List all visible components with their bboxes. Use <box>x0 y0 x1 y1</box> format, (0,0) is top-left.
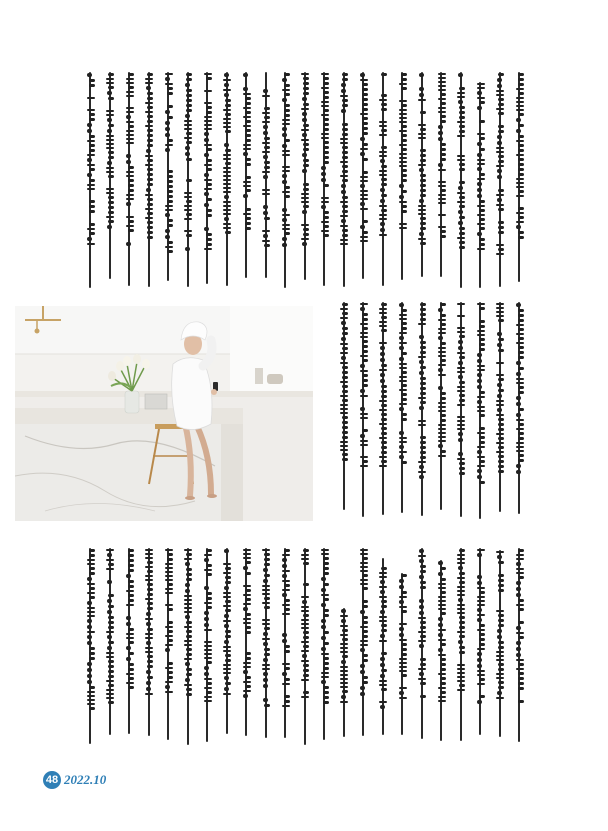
text-column <box>184 72 193 287</box>
text-column <box>359 72 368 279</box>
text-column <box>340 302 349 510</box>
text-column <box>515 548 524 742</box>
kitchen-photo-illustration <box>15 306 313 521</box>
text-column <box>379 72 388 286</box>
text-column <box>242 548 251 736</box>
text-column <box>476 82 485 288</box>
text-column <box>515 72 524 282</box>
page-number-badge: 48 <box>43 771 61 789</box>
issue-date: 2022.10 <box>64 772 107 787</box>
text-column <box>184 548 193 745</box>
text-column <box>437 72 446 277</box>
text-column <box>223 548 232 734</box>
text-column <box>86 72 95 288</box>
text-column <box>262 72 271 278</box>
text-column <box>125 72 134 286</box>
text-column <box>340 72 349 287</box>
text-column <box>515 302 524 514</box>
text-column <box>164 72 173 281</box>
text-column <box>301 72 310 280</box>
text-column <box>418 72 427 277</box>
text-column <box>437 560 446 741</box>
text-column <box>398 302 407 513</box>
text-column <box>281 72 290 288</box>
text-column <box>476 548 485 735</box>
text-column <box>242 72 251 278</box>
text-column <box>379 558 388 735</box>
article-photo <box>15 306 313 521</box>
text-column <box>86 548 95 744</box>
text-column <box>281 548 290 738</box>
text-column <box>340 608 349 737</box>
text-column <box>164 548 173 740</box>
text-column <box>359 302 368 517</box>
text-column <box>496 550 505 737</box>
text-column <box>106 72 115 279</box>
text-column <box>223 72 232 286</box>
text-column <box>203 72 212 284</box>
text-column <box>437 302 446 510</box>
text-column <box>301 548 310 745</box>
text-column <box>359 548 368 736</box>
text-column <box>145 72 154 287</box>
text-column <box>125 548 134 734</box>
text-column <box>203 548 212 742</box>
text-column <box>379 302 388 515</box>
text-column <box>320 72 329 286</box>
text-column <box>496 302 505 512</box>
page-footer <box>43 771 106 789</box>
text-column <box>418 548 427 739</box>
text-column <box>106 548 115 735</box>
text-column <box>320 548 329 740</box>
text-column <box>145 548 154 736</box>
text-column <box>476 302 485 519</box>
text-column <box>457 548 466 741</box>
text-column <box>457 302 466 517</box>
text-column <box>496 72 505 287</box>
text-column <box>418 302 427 516</box>
text-column <box>457 72 466 288</box>
text-column <box>398 573 407 735</box>
text-column <box>262 548 271 738</box>
text-column <box>398 72 407 280</box>
